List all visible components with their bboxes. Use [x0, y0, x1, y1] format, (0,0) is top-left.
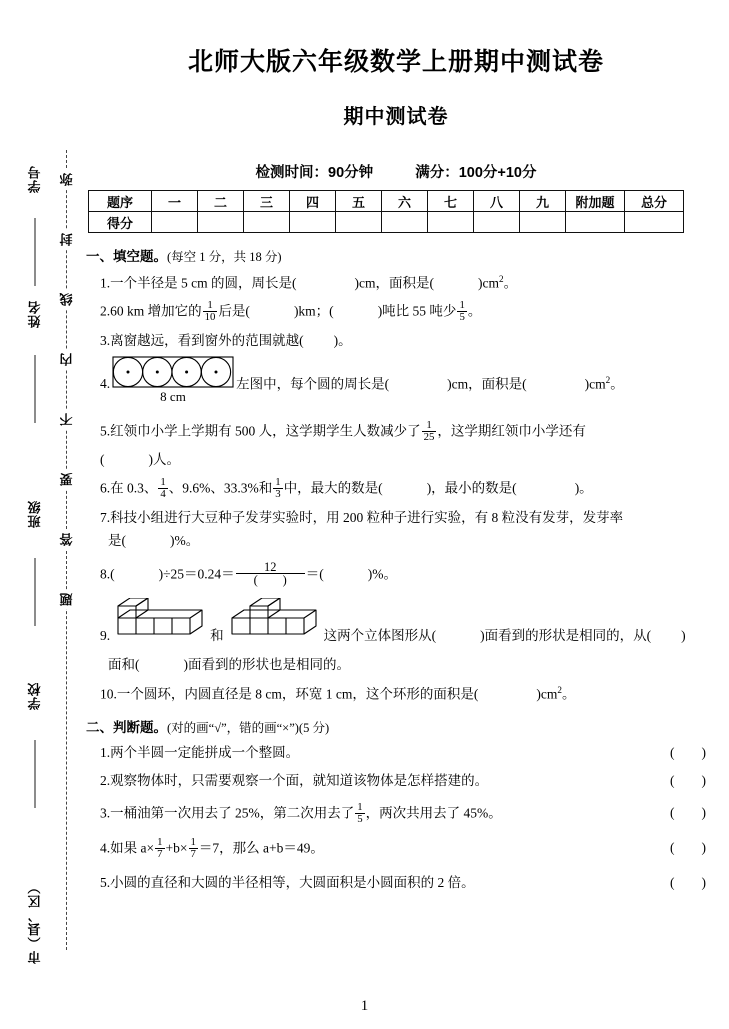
tf4-frac2-denominator: 7	[190, 848, 196, 861]
figure-four-circles-in-rectangle	[112, 356, 234, 411]
tf-item-1	[100, 743, 706, 764]
tf-item-5	[100, 873, 706, 894]
q9-text-3: )	[681, 628, 686, 644]
q3-text-1: 离窗越远，看到窗外的范围就越(	[110, 333, 304, 349]
q6-fraction-2	[273, 477, 282, 500]
q7-text-1: 科技小组进行大豆种子发芽实验时，用 200 粒种子进行实验，有 8 粒没有发芽，发芽率	[110, 510, 624, 526]
q2-text-5: 。	[467, 304, 482, 320]
q4-text-group	[236, 373, 624, 411]
q6-text-2: 、9.6%、33.3%和	[168, 480, 273, 496]
q5-line-2	[100, 450, 706, 471]
q2-text-2: 后是(	[218, 304, 250, 320]
tf3-answer-bracket[interactable]: ( )	[670, 805, 706, 821]
score-table-row-header-0: 题序	[89, 191, 152, 212]
q9-text-4: 面和(	[108, 657, 140, 673]
section2-note: (对的画“√”，错的画“×”)(5 分)	[167, 720, 330, 735]
score-table-col-4: 五	[336, 191, 382, 212]
divider-line-3	[35, 558, 36, 626]
score-table-col-10: 总分	[625, 191, 684, 212]
seal-char-3: 内	[61, 350, 74, 369]
tf2-answer-bracket[interactable]: ( )	[670, 772, 706, 788]
q3-number: 3.	[100, 333, 111, 349]
q9-row	[100, 598, 706, 651]
tf4-text-mid: +b×	[165, 841, 188, 857]
q4-text-4: 。	[610, 376, 624, 392]
tf4-frac1-denominator: 7	[157, 848, 163, 861]
score-cell-10[interactable]	[625, 212, 684, 233]
q10-number: 10.	[100, 686, 117, 702]
q5-text-3: (	[100, 452, 105, 468]
q7-line-2	[108, 531, 706, 552]
score-table-col-5: 六	[382, 191, 428, 212]
seal-char-6: 答	[61, 530, 74, 549]
score-table-col-9: 附加题	[566, 191, 625, 212]
q4-text-1: 左图中，每个圆的周长是(	[236, 376, 390, 392]
score-table	[88, 190, 684, 233]
q8-text-4: )%。	[367, 566, 397, 582]
divider-line-4	[35, 740, 36, 808]
q5-number: 5.	[100, 423, 111, 439]
figure-cube-solid-right	[226, 598, 322, 651]
question-4	[100, 356, 706, 411]
q9-line-2	[108, 655, 706, 676]
tf1-answer-bracket[interactable]: ( )	[670, 744, 706, 760]
q1-text-1: 一个半径是 5 cm 的圆，周长是(	[110, 275, 297, 291]
q8-frac-denominator[interactable]: ( )	[236, 573, 305, 587]
field-label-xuexiao: 学校	[27, 682, 43, 710]
q4-text-3: )cm	[584, 376, 606, 392]
q2-frac1-denominator: 10	[204, 311, 216, 324]
q10-text-1: 一个圆环，内圆直径是 8 cm，环宽 1 cm，这个环形的面积是(	[116, 686, 479, 702]
q8-text-2: )÷25＝0.24＝	[158, 566, 235, 582]
question-9	[100, 598, 706, 676]
q6-frac1-denominator: 4	[160, 487, 166, 500]
score-cell-6[interactable]	[428, 212, 474, 233]
q1-text-2: )cm，面积是(	[354, 275, 434, 291]
score-cell-1[interactable]	[198, 212, 244, 233]
seal-char-2: 线	[61, 290, 74, 309]
score-cell-0[interactable]	[152, 212, 198, 233]
section-heading-true-false	[86, 716, 706, 736]
q6-fraction-1	[158, 477, 167, 500]
question-3	[100, 331, 706, 352]
tf4-number: 4.	[100, 841, 111, 857]
section2-title: 二、判断题。	[86, 719, 167, 735]
tf4-text-pre: 如果 a×	[110, 841, 155, 857]
q8-text-3: ＝(	[305, 566, 324, 582]
tf4-frac1-numerator: 1	[157, 836, 163, 849]
score-table-row-header-1: 得分	[89, 212, 152, 233]
q2-fraction-2	[457, 300, 466, 323]
q6-frac1-numerator: 1	[160, 475, 166, 488]
q2-frac1-numerator: 1	[207, 299, 213, 312]
q2-number: 2.	[100, 304, 111, 320]
question-5	[100, 418, 706, 471]
q10-unit-exponent: 2	[557, 685, 562, 696]
tf-item-2	[100, 771, 706, 792]
score-table-col-6: 七	[428, 191, 474, 212]
q1-number: 1.	[100, 275, 111, 291]
tf4-fraction-1	[155, 837, 164, 860]
tf1-text: 两个半圆一定能拼成一个整圆。	[110, 744, 300, 760]
q6-text-5: )。	[574, 480, 593, 496]
q5-text-4: )人。	[148, 452, 180, 468]
q10-text-2: )cm	[536, 686, 558, 702]
seal-char-1: 封	[61, 230, 74, 249]
field-label-xingming: 姓名	[27, 300, 43, 328]
score-table-col-8: 九	[520, 191, 566, 212]
table-row-question-order	[89, 191, 684, 212]
question-8	[100, 559, 706, 588]
field-label-shixianqu: 市（县、区）	[27, 880, 43, 964]
q5-text-1: 红领巾小学上学期有 500 人，这学期学生人数减少了	[110, 423, 421, 439]
tf-item-3	[100, 803, 706, 826]
seal-char-5: 要	[61, 470, 74, 489]
q2-text-1: 60 km 增加它的	[110, 304, 202, 320]
q9-text-group	[324, 626, 686, 651]
page-title: 北师大版六年级数学上册期中测试卷	[187, 48, 604, 76]
q5-frac-denominator: 25	[423, 430, 435, 443]
divider-line-1	[35, 218, 36, 286]
seal-char-0: 弥	[61, 170, 74, 189]
tf5-text: 小圆的直径和大圆的半径相等，大圆面积是小圆面积的 2 倍。	[110, 875, 475, 891]
q6-text-3: 中，最大的数是(	[283, 480, 383, 496]
tf2-text: 观察物体时，只需要观察一个面，就知道该物体是怎样搭建的。	[110, 772, 489, 788]
tf5-number: 5.	[100, 875, 111, 891]
four-circles-svg	[112, 356, 234, 404]
seal-char-7: 题	[61, 590, 74, 609]
seal-char-4: 不	[61, 410, 74, 429]
q9-text-1: 这两个立体图形从(	[323, 628, 437, 644]
score-table-col-2: 三	[244, 191, 290, 212]
q2-text-3: )km；(	[293, 304, 334, 320]
q8-text-1: (	[110, 566, 115, 582]
score-table-col-1: 二	[198, 191, 244, 212]
student-info-column	[20, 0, 50, 1029]
seal-dashed-line	[66, 150, 68, 950]
q1-text-4: 。	[503, 275, 518, 291]
q4-figure-caption: 8 cm	[160, 389, 186, 405]
tf3-text-pre: 一桶油第一次用去了 25%，第二次用去了	[110, 806, 355, 822]
section1-title: 一、填空题。	[86, 249, 167, 264]
tf3-number: 3.	[100, 806, 111, 822]
field-label-xuehao: 学号	[27, 165, 43, 193]
question-10	[100, 683, 706, 705]
q9-text-5: )面看到的形状也是相同的。	[183, 657, 350, 673]
q7-text-3: )%。	[170, 533, 200, 549]
tf4-fraction-2	[189, 837, 198, 860]
question-1	[100, 272, 706, 294]
score-cell-3[interactable]	[290, 212, 336, 233]
q2-frac2-numerator: 1	[459, 299, 465, 312]
q6-number: 6.	[100, 480, 111, 496]
question-2	[100, 301, 706, 324]
q4-number: 4.	[100, 376, 111, 392]
q9-conjunction: 和	[210, 628, 224, 644]
score-table-col-7: 八	[474, 191, 520, 212]
tf1-number: 1.	[100, 744, 111, 760]
cube-solid-left-svg	[112, 598, 208, 644]
tf4-frac2-numerator: 1	[190, 836, 196, 849]
page-subtitle: 期中测试卷	[343, 106, 449, 128]
q5-text-2: ，这学期红领巾小学还有	[437, 423, 586, 439]
binding-margin	[0, 0, 86, 1029]
q7-text-2: 是(	[108, 533, 126, 549]
tf5-answer-bracket[interactable]: ( )	[670, 875, 706, 891]
tf4-answer-bracket[interactable]: ( )	[670, 840, 706, 856]
q7-number: 7.	[100, 510, 111, 526]
tf3-fraction	[355, 802, 364, 825]
divider-line-2	[35, 355, 36, 423]
q2-fraction-1	[203, 300, 218, 323]
q3-text-2: )。	[333, 333, 352, 349]
cube-solid-right-svg	[226, 598, 322, 644]
section1-note: (每空 1 分，共 18 分)	[167, 250, 282, 264]
seal-line-column	[52, 0, 82, 1029]
section-heading-fill-blank	[86, 245, 706, 265]
score-cell-7[interactable]	[474, 212, 520, 233]
score-table-col-0: 一	[152, 191, 198, 212]
score-cell-2[interactable]	[244, 212, 290, 233]
exam-meta-line	[86, 161, 706, 182]
q5-fraction	[422, 420, 437, 443]
q1-unit-exponent: 2	[498, 274, 504, 284]
q1-text-3: )cm	[477, 275, 499, 291]
page-number: 1	[360, 998, 369, 1014]
q9-text-2: )面看到的形状是相同的，从(	[480, 628, 652, 644]
exam-content	[86, 0, 706, 1029]
question-7	[100, 508, 706, 552]
q4-unit-exponent: 2	[605, 374, 611, 385]
q6-frac2-numerator: 1	[275, 475, 281, 488]
tf4-text-post: ＝7，那么 a+b＝49。	[198, 841, 324, 857]
q8-fraction	[236, 561, 305, 587]
question-6	[100, 475, 706, 501]
score-cell-9[interactable]	[566, 212, 625, 233]
figure-cube-solid-left	[112, 598, 208, 651]
field-label-banji: 班级	[27, 500, 43, 528]
q10-text-3: 。	[561, 686, 576, 702]
score-cell-4[interactable]	[336, 212, 382, 233]
tf2-number: 2.	[100, 772, 111, 788]
q8-number: 8.	[100, 566, 111, 582]
score-table-col-3: 四	[290, 191, 336, 212]
q4-text-2: )cm，面积是(	[447, 376, 527, 392]
score-cell-8[interactable]	[520, 212, 566, 233]
q5-frac-numerator: 1	[426, 418, 432, 431]
tf3-text-post: ，两次共用去了 45%。	[365, 806, 502, 822]
q2-frac2-denominator: 5	[459, 311, 465, 324]
q9-number: 9.	[100, 628, 111, 644]
q6-frac2-denominator: 3	[275, 487, 281, 500]
q6-text-1: 在 0.3、	[110, 480, 158, 496]
score-cell-5[interactable]	[382, 212, 428, 233]
q8-frac-numerator: 12	[263, 559, 277, 574]
q2-text-4: )吨比 55 吨少	[377, 304, 457, 320]
table-row-score	[89, 212, 684, 233]
q6-text-4: )，最小的数是(	[426, 480, 517, 496]
tf-item-4	[100, 838, 706, 861]
exam-total-score: 满分：100分+10分	[415, 165, 537, 181]
exam-duration: 检测时间：90分钟	[255, 165, 374, 181]
q4-row	[100, 356, 706, 411]
tf3-frac-denominator: 5	[357, 813, 363, 826]
tf3-frac-numerator: 1	[357, 801, 363, 814]
